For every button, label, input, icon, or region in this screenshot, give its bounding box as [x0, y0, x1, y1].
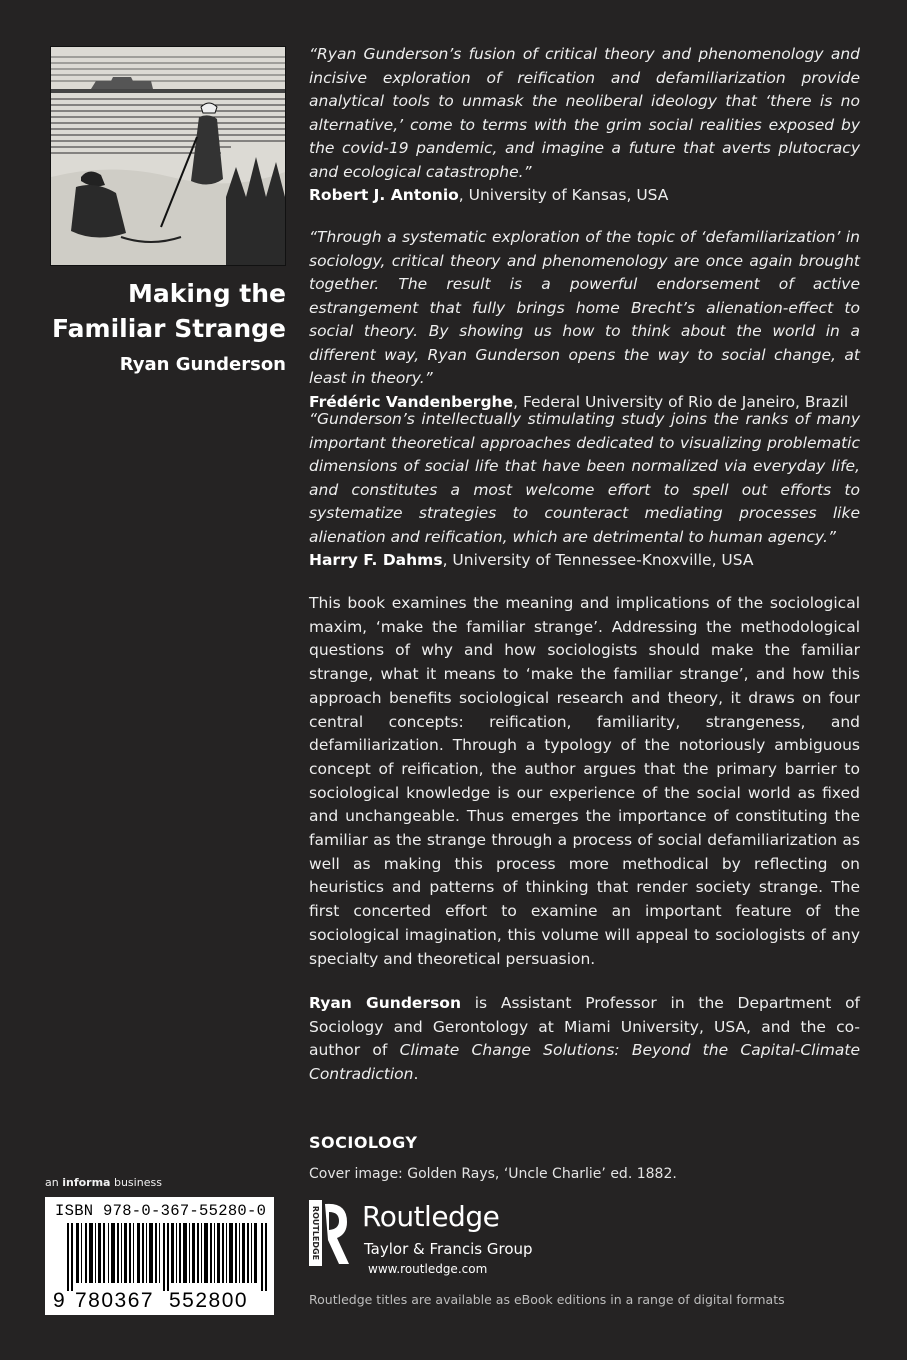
- cover-credit: Cover image: Golden Rays, ‘Uncle Charlie’ ed. 1882.: [309, 1166, 677, 1182]
- bio-name: Ryan Gunderson: [309, 994, 461, 1012]
- author-bio: [309, 992, 860, 1087]
- quote-author: Harry F. Dahms: [309, 551, 443, 569]
- subject-category: SOCIOLOGY: [309, 1133, 418, 1152]
- bio-text: is Assistant Professor in the Department of Sociology and Gerontology at Miami University, USA, and the co-author of: [309, 994, 861, 1060]
- bio-end: .: [413, 1065, 419, 1084]
- routledge-logo: [309, 1198, 549, 1282]
- quote-author: Frédéric Vandenberghe: [309, 392, 514, 411]
- book-description: [309, 592, 860, 971]
- description-text: This book examines the meaning and implications of the sociological maxim, ‘make the familiar strange’. Addressing the methodological questions of why and how sociologists should make the familiar strange, what it means to ‘make the familiar strange’, and how this approach benefits sociological research and theory, it draws on four central concepts: reification, familiarity, strangeness, and defamiliarization. Through a typology of the notoriously ambiguous concept of reification, the author argues that the primary barrier to sociological knowledge is our experience of the social world as fixed and unchangeable. Thus emerges the importance of constituting the familiar as the strange through a process of social defamiliarization as well as making this process more methodical by reflecting on heuristics and patterns of thinking that render society strange. The first concerted effort to examine an important feature of the sociological imagination, this volume will appeal to sociologists of any specialty and theoretical persuasion.: [309, 594, 860, 968]
- quote-text: “Through a systematic exploration of the topic of ‘defamiliarization’ in sociology, critical theory and phenomenology are once again brought together. The result is a powerful endorsement of active estrangement that fully brings home Brecht’s alienation-effect to social theory. By showing us how to think about the world in a different way, Ryan Gunderson opens the way to social change, at least in theory.”: [309, 228, 860, 387]
- isbn-digits: [45, 1289, 274, 1313]
- isbn-barcode: [45, 1197, 274, 1315]
- quote-author: Robert J. Antonio: [309, 186, 459, 204]
- title-line-2: Familiar Strange: [52, 314, 286, 343]
- endorsement-2: [309, 226, 860, 414]
- book-author: Ryan Gunderson: [119, 354, 286, 375]
- endorsement-1: [309, 43, 860, 208]
- informa-tagline: an informa business: [45, 1176, 162, 1189]
- publisher-name: Routledge: [362, 1200, 500, 1233]
- quote-attribution: [309, 549, 860, 573]
- barcode-bars: [67, 1223, 267, 1291]
- publisher-url[interactable]: www.routledge.com: [368, 1262, 488, 1276]
- quote-attribution: [309, 184, 860, 208]
- quote-affiliation: , University of Kansas, USA: [458, 186, 669, 204]
- publisher-group: Taylor & Francis Group: [364, 1240, 533, 1258]
- quote-text: “Ryan Gunderson’s fusion of critical theory and phenomenology and incisive exploration of reification and defamiliarization provide analytical tools to unmask the neoliberal ideology that ‘there is no alternative,’ come to terms with the grim social realities exposed by the covid-19 pandemic, and imagine a future that averts plutocracy and ecological catastrophe.”: [309, 45, 860, 181]
- vertical-mark-text: ROUTLEDGE: [311, 1205, 320, 1261]
- bio-book-title: Climate Change Solutions: Beyond the Capital-Climate Contradiction: [309, 1041, 860, 1084]
- title-line-1: Making the: [127, 279, 286, 308]
- routledge-mark-icon: [309, 1200, 353, 1266]
- quote-affiliation: , Federal University of Rio de Janeiro, Brazil: [513, 392, 849, 411]
- quote-text: “Gunderson’s intellectually stimulating study joins the ranks of many important theoretical approaches dedicated to visualizing problematic dimensions of social life that have been normalized via everyday life, and constitutes a most welcome effort to spell out efforts to systematize strategies to counteract mediating processes like alienation and reification, which are detrimental to human agency.”: [309, 410, 860, 546]
- isbn-group-2: 552800: [169, 1289, 249, 1312]
- isbn-group-1: 780367: [75, 1289, 155, 1312]
- ebook-note: Routledge titles are available as eBook editions in a range of digital formats: [309, 1292, 785, 1307]
- engraving-image: [51, 47, 285, 265]
- book-title: [40, 276, 286, 346]
- cover-illustration: [50, 46, 286, 266]
- isbn-digit-first: 9: [53, 1289, 65, 1312]
- informa-brand: informa: [62, 1176, 111, 1189]
- isbn-text: ISBN 978-0-367-55280-0: [55, 1202, 267, 1220]
- quote-affiliation: , University of Tennessee-Knoxville, USA: [442, 551, 754, 569]
- endorsement-3: [309, 408, 860, 573]
